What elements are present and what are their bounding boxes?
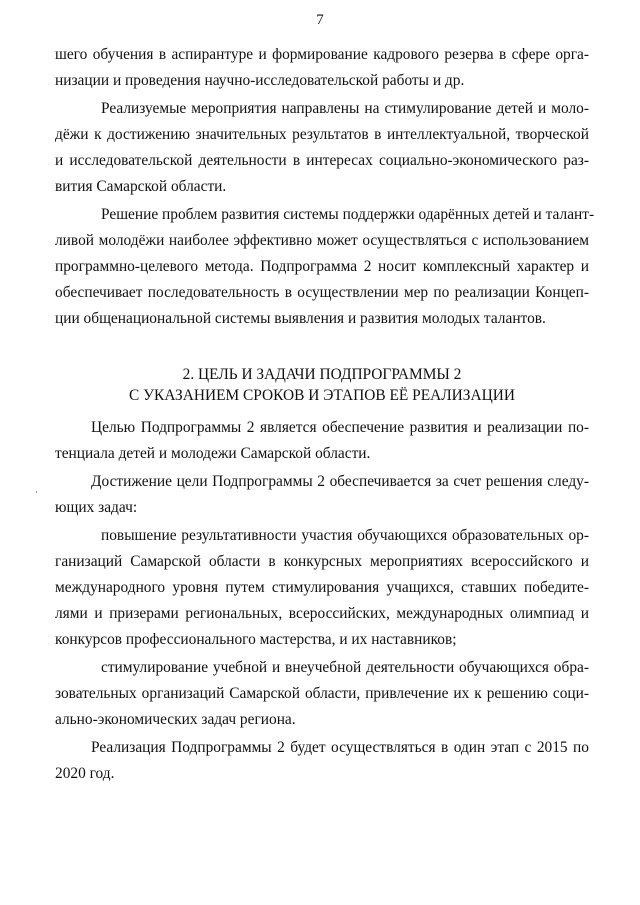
text-line: ально-экономических задач региона. bbox=[55, 711, 296, 728]
text-line: ганизаций Самарской области в конкурсных мероприятиях всероссийского и bbox=[55, 553, 589, 570]
text-line: вития Самарской области. bbox=[55, 178, 227, 195]
text-line: стимулирование учебной и внеучебной деятельности обучающихся обра- bbox=[101, 659, 589, 676]
paragraph-task-2 bbox=[55, 655, 589, 733]
text-line: Реализация Подпрограммы 2 будет осуществляться в один этап с 2015 по bbox=[91, 739, 589, 756]
text-line: Целью Подпрограммы 2 является обеспечение развития и реализации по- bbox=[91, 419, 589, 436]
text-line: лями и призерами региональных, всероссийских, международных олимпиад и bbox=[55, 605, 589, 622]
text-line: Реализуемые мероприятия направлены на стимулирование детей и моло- bbox=[101, 100, 589, 117]
scan-margin-mark bbox=[36, 491, 37, 493]
text-line: 2020 год. bbox=[55, 765, 115, 782]
text-line: международного уровня путем стимулирования учащихся, ставших победите- bbox=[55, 579, 589, 596]
text-line: Достижение цели Подпрограммы 2 обеспечивается за счет решения следу- bbox=[91, 473, 589, 490]
text-line: тенциала детей и молодежи Самарской области. bbox=[55, 445, 371, 462]
paragraph-continuation bbox=[55, 42, 589, 94]
text-line: низации и проведения научно-исследовательской работы и др. bbox=[55, 72, 465, 89]
paragraph-task-1 bbox=[55, 523, 589, 653]
section-heading bbox=[55, 364, 589, 406]
text-line: дёжи к достижению значительных результатов в интеллектуальной, творческой bbox=[55, 126, 589, 143]
paragraph-tasks-intro bbox=[55, 469, 589, 521]
section-heading-line-1: 2. ЦЕЛЬ И ЗАДАЧИ ПОДПРОГРАММЫ 2 bbox=[182, 366, 462, 383]
paragraph-solution bbox=[55, 202, 595, 332]
text-line: Решение проблем развития системы поддержки одарённых детей и талант- bbox=[101, 206, 595, 223]
text-line: и исследовательской деятельности в интересах социально-экономического раз- bbox=[55, 152, 589, 169]
text-line: зовательных организаций Самарской области, привлечение их к решению соци- bbox=[55, 685, 589, 702]
text-line: конкурсов профессионального мастерства, и их наставников; bbox=[55, 631, 457, 648]
text-line: ливой молодёжи наиболее эффективно может осуществляться с использованием bbox=[55, 232, 589, 249]
paragraph-activities bbox=[55, 96, 589, 200]
paragraph-implementation bbox=[55, 735, 589, 787]
text-line: обеспечивает последовательность в осуществлении мер по реализации Концеп- bbox=[55, 284, 589, 301]
page-number: 7 bbox=[316, 12, 324, 28]
text-line: программно-целевого метода. Подпрограмма 2 носит комплексный характер и bbox=[55, 258, 589, 275]
paragraph-goal bbox=[55, 415, 589, 467]
text-block-bottom bbox=[55, 415, 589, 787]
text-block-top bbox=[55, 42, 595, 332]
text-line: ции общенациональной системы выявления и развития молодых талантов. bbox=[55, 310, 546, 327]
text-line: ющих задач: bbox=[55, 499, 138, 516]
section-heading-line-2: С УКАЗАНИЕМ СРОКОВ И ЭТАПОВ ЕЁ РЕАЛИЗАЦИИ bbox=[129, 387, 515, 404]
text-line: повышение результативности участия обучающихся образовательных ор- bbox=[101, 527, 589, 544]
text-line: шего обучения в аспирантуре и формирование кадрового резерва в сфере орга- bbox=[55, 46, 589, 63]
